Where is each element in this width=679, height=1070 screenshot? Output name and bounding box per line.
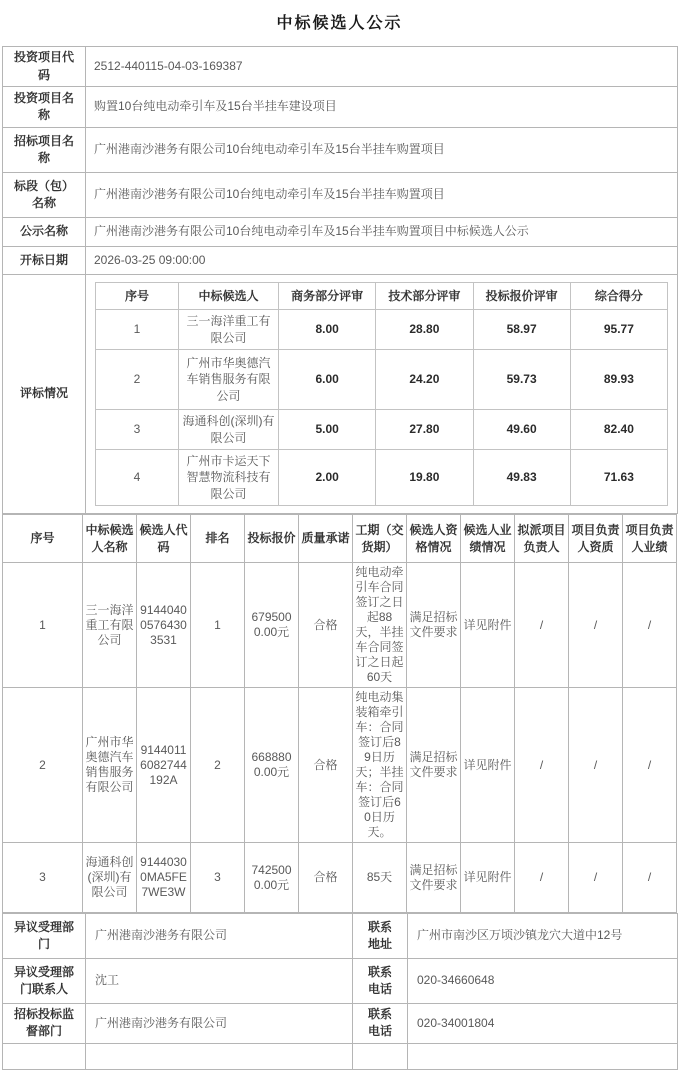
eval-candidate-name: 海通科创(深圳)有限公司 — [178, 410, 278, 450]
cand-manager: / — [515, 563, 569, 688]
cand-manager: / — [515, 843, 569, 913]
eval-header-cell: 商务部分评审 — [279, 283, 376, 310]
cand-price: 6688800.00元 — [245, 688, 299, 843]
table-row — [3, 247, 678, 275]
info-value: 广州港南沙港务有限公司10台纯电动牵引车及15台半挂车购置项目 — [86, 128, 678, 173]
cand-header-cell: 投标报价 — [245, 515, 299, 563]
cand-header-cell: 中标候选人名称 — [83, 515, 137, 563]
contact-value: 广州港南沙港务有限公司 — [86, 1004, 353, 1044]
cand-duration: 纯电动牵引车合同签订之日起88天，半挂车合同签订之日起60天 — [353, 563, 407, 688]
table-header-row — [3, 515, 677, 563]
table-row — [3, 563, 677, 688]
contact-label: 联系电话 — [353, 1004, 408, 1044]
info-value: 2512-440115-04-03-169387 — [86, 47, 678, 87]
eval-score: 6.00 — [279, 350, 376, 410]
table-row — [3, 688, 677, 843]
table-row — [96, 450, 668, 506]
info-label: 公示名称 — [3, 218, 86, 247]
cand-duration: 纯电动集装箱牵引车：合同签订后89日历天；半挂车：合同签订后60日历天。 — [353, 688, 407, 843]
eval-score: 5.00 — [279, 410, 376, 450]
cand-code: 91440300MA5FE7WE3W — [137, 843, 191, 913]
eval-header-cell: 投标报价评审 — [473, 283, 570, 310]
eval-seq: 4 — [96, 450, 179, 506]
cand-quality: 合格 — [299, 563, 353, 688]
evaluation-table — [95, 282, 668, 506]
eval-header-cell: 技术部分评审 — [376, 283, 473, 310]
cand-performance: 详见附件 — [461, 563, 515, 688]
cand-quality: 合格 — [299, 688, 353, 843]
cand-header-cell: 候选人业绩情况 — [461, 515, 515, 563]
cand-code: 91440116082744192A — [137, 688, 191, 843]
table-row — [96, 310, 668, 350]
evaluation-row — [3, 275, 678, 514]
cand-seq: 3 — [3, 843, 83, 913]
cand-seq: 1 — [3, 563, 83, 688]
table-row — [3, 173, 678, 218]
cand-rank: 1 — [191, 563, 245, 688]
cand-manager-cert: / — [569, 843, 623, 913]
table-row — [3, 914, 678, 959]
contact-label: 异议受理部门联系人 — [3, 959, 86, 1004]
cand-seq: 2 — [3, 688, 83, 843]
cand-performance: 详见附件 — [461, 688, 515, 843]
cand-qualification: 满足招标文件要求 — [407, 688, 461, 843]
info-label: 招标项目名称 — [3, 128, 86, 173]
contact-value: 沈工 — [86, 959, 353, 1004]
info-label: 开标日期 — [3, 247, 86, 275]
contact-value: 广州市南沙区万顷沙镇龙穴大道中12号 — [408, 914, 678, 959]
contact-label: 联系电话 — [353, 959, 408, 1004]
cand-qualification: 满足招标文件要求 — [407, 563, 461, 688]
cand-header-cell: 工期（交货期） — [353, 515, 407, 563]
contact-label — [353, 1043, 408, 1069]
announcement-page — [0, 10, 679, 1070]
contact-label: 招标投标监督部门 — [3, 1004, 86, 1044]
table-row — [3, 218, 678, 247]
contact-value — [86, 1043, 353, 1069]
table-row — [3, 128, 678, 173]
contact-label: 联系地址 — [353, 914, 408, 959]
cand-header-cell: 候选人代码 — [137, 515, 191, 563]
cand-header-cell: 项目负责人业绩 — [623, 515, 677, 563]
cand-name: 海通科创(深圳)有限公司 — [83, 843, 137, 913]
cand-code: 914404005764303531 — [137, 563, 191, 688]
cand-rank: 3 — [191, 843, 245, 913]
cand-name: 三一海洋重工有限公司 — [83, 563, 137, 688]
project-info-table — [2, 46, 678, 514]
info-label: 投资项目名称 — [3, 87, 86, 128]
cand-price: 7425000.00元 — [245, 843, 299, 913]
eval-score: 19.80 — [376, 450, 473, 506]
eval-score: 89.93 — [570, 350, 667, 410]
eval-score: 2.00 — [279, 450, 376, 506]
info-label: 标段（包）名称 — [3, 173, 86, 218]
eval-header-cell: 中标候选人 — [178, 283, 278, 310]
info-value: 广州港南沙港务有限公司10台纯电动牵引车及15台半挂车购置项目 — [86, 173, 678, 218]
cand-qualification: 满足招标文件要求 — [407, 843, 461, 913]
table-row — [3, 87, 678, 128]
cand-manager-cert: / — [569, 563, 623, 688]
table-row — [3, 1004, 678, 1044]
contact-table — [2, 913, 678, 1070]
cand-manager-perf: / — [623, 688, 677, 843]
table-row — [3, 959, 678, 1004]
eval-score: 49.83 — [473, 450, 570, 506]
eval-header-cell: 综合得分 — [570, 283, 667, 310]
table-row — [96, 350, 668, 410]
cand-header-cell: 拟派项目负责人 — [515, 515, 569, 563]
contact-value: 广州港南沙港务有限公司 — [86, 914, 353, 959]
contact-label — [3, 1043, 86, 1069]
cand-header-cell: 项目负责人资质 — [569, 515, 623, 563]
table-row — [96, 410, 668, 450]
eval-candidate-name: 三一海洋重工有限公司 — [178, 310, 278, 350]
eval-header-cell: 序号 — [96, 283, 179, 310]
cand-performance: 详见附件 — [461, 843, 515, 913]
cand-name: 广州市华奥德汽车销售服务有限公司 — [83, 688, 137, 843]
cand-header-cell: 排名 — [191, 515, 245, 563]
cand-header-cell: 候选人资格情况 — [407, 515, 461, 563]
cand-header-cell: 质量承诺 — [299, 515, 353, 563]
eval-score: 27.80 — [376, 410, 473, 450]
info-value: 购置10台纯电动牵引车及15台半挂车建设项目 — [86, 87, 678, 128]
cand-manager-perf: / — [623, 843, 677, 913]
cand-manager-cert: / — [569, 688, 623, 843]
info-label: 投资项目代码 — [3, 47, 86, 87]
eval-score: 8.00 — [279, 310, 376, 350]
eval-candidate-name: 广州市华奥德汽车销售服务有限公司 — [178, 350, 278, 410]
eval-score: 58.97 — [473, 310, 570, 350]
cand-rank: 2 — [191, 688, 245, 843]
eval-score: 24.20 — [376, 350, 473, 410]
page-title: 中标候选人公示 — [276, 15, 403, 32]
contact-value — [408, 1043, 678, 1069]
cand-quality: 合格 — [299, 843, 353, 913]
table-header-row — [96, 283, 668, 310]
eval-score: 82.40 — [570, 410, 667, 450]
cand-price: 6795000.00元 — [245, 563, 299, 688]
evaluation-cell — [86, 275, 678, 514]
info-value: 2026-03-25 09:00:00 — [86, 247, 678, 275]
contact-value: 020-34660648 — [408, 959, 678, 1004]
table-row-partial — [3, 1043, 678, 1069]
eval-score: 49.60 — [473, 410, 570, 450]
candidates-table — [2, 514, 677, 913]
eval-seq: 2 — [96, 350, 179, 410]
info-value: 广州港南沙港务有限公司10台纯电动牵引车及15台半挂车购置项目中标候选人公示 — [86, 218, 678, 247]
cand-header-cell: 序号 — [3, 515, 83, 563]
eval-seq: 1 — [96, 310, 179, 350]
evaluation-label: 评标情况 — [3, 275, 86, 514]
cand-duration: 85天 — [353, 843, 407, 913]
cand-manager-perf: / — [623, 563, 677, 688]
table-row — [3, 843, 677, 913]
contact-label: 异议受理部门 — [3, 914, 86, 959]
table-row — [3, 47, 678, 87]
eval-score: 28.80 — [376, 310, 473, 350]
eval-score: 59.73 — [473, 350, 570, 410]
eval-score: 71.63 — [570, 450, 667, 506]
contact-value: 020-34001804 — [408, 1004, 678, 1044]
eval-score: 95.77 — [570, 310, 667, 350]
cand-manager: / — [515, 688, 569, 843]
eval-seq: 3 — [96, 410, 179, 450]
eval-candidate-name: 广州市卡运天下智慧物流科技有限公司 — [178, 450, 278, 506]
